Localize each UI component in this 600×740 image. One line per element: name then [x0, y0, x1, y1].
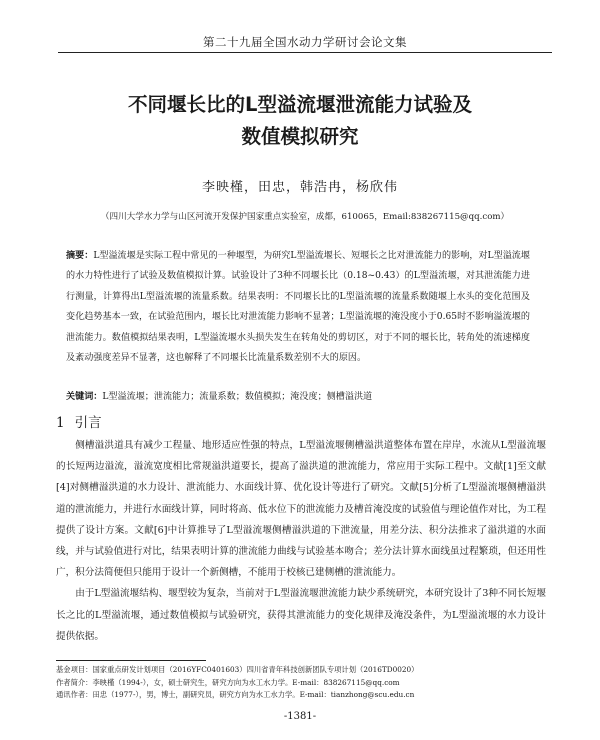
page-number: -1381- — [283, 711, 317, 722]
footnote-contact: 通讯作者：田忠（1977-），男，博士，副研究员，研究方向为水工水力学。E-mail：tianzhong@scu.edu.cn — [56, 690, 415, 699]
running-header: 第二十九届全国水动力学研讨会论文集 — [203, 35, 407, 49]
keywords-label: 关键词： — [66, 391, 103, 402]
affiliation: （四川大学水力学与山区河流开发保护国家重点实验室，成都，610065，Email:838267115@qq.com） — [100, 212, 510, 222]
section-title: 引言 — [74, 415, 102, 431]
header-rule — [58, 52, 552, 53]
paper-title — [40, 89, 560, 153]
footnote-fund: 基金项目：国家重点研发计划项目（2016YFC0401603）四川省青年科技创新团队专项计划（2016TD0020） — [56, 665, 419, 674]
abstract — [66, 246, 530, 368]
title-line-1: 不同堰长比的L型溢流堰泄流能力试验及 — [128, 93, 472, 116]
keywords — [66, 389, 530, 402]
title-line-2: 数值模拟研究 — [241, 125, 359, 148]
paragraph: 由于L型溢流堰结构、堰型较为复杂，当前对于L型溢流堰泄流能力缺少系统研究，本研究设计了3种不同长短堰长之比的L型溢流堰，通过数值模拟与试验研究，获得其泄流能力的变化规律及淹没条件，为L型溢流堰的水力设计提供依据。 — [56, 588, 546, 642]
body-text — [56, 435, 546, 647]
abstract-label: 摘要： — [66, 250, 94, 261]
footnote-author: 作者简介：李映槿（1994-），女，硕士研究生，研究方向为水工水力学。E-mail：838267115@qq.com — [56, 677, 400, 687]
section-heading — [56, 411, 112, 431]
paragraph: 侧槽溢洪道具有减少工程量、地形适应性强的特点，L型溢流堰侧槽溢洪道整体布置在岸岸，水流从L型溢流堰的长短两边溢流，溢流宽度相比常规溢洪道要长，提高了溢洪道的泄流能力，常应用于实际工程中。文献[1]至文献[4]对侧槽溢洪道的水力设计、泄流能力、水面线计算、优化设计等进行了研究。文献[5]分析了L型溢流堰侧槽溢洪道的泄流能力，并进行水面线计算，同时将高、低水位下的泄流能力及槽首淹没度的试验值与理论值作对比，为工程提供了设计方案。文献[6]中计算推导了L型溢流堰侧槽溢洪道的下泄流量，用差分法、积分法推求了溢洪道的水面线，并与试验值进行对比，结果表明计算的泄流能力曲线与试验基本吻合；差分法计算水面线虽过程繁琐，但还用性广，积分法简便但只能用于设计一个新侧槽，不能用于校核已建侧槽的泄流能力。 — [56, 440, 546, 579]
footnotes — [56, 664, 560, 702]
author-list: 李映槿，田忠，韩浩冉，杨欣伟 — [201, 180, 398, 195]
abstract-text: L型溢流堰是实际工程中常见的一种堰型，为研究L型溢流堰长、短堰长之比对泄流能力的影响，对L型溢流堰的水力特性进行了试验及数值模拟计算。试验设计了3种不同堰长比（0.18~0.43）的L型溢流堰，对其泄流能力进行测量，计算得出L型溢流堰的流量系数。结果表明：不同堰长比的L型溢流堰的流量系数随堰上水头的变化范围及变化趋势基本一致，在试验范围内，堰长比对泄流能力影响不显著；L型溢流堰的淹没度小于0.65时不影响溢流堰的泄流能力。数值模拟结果表明，L型溢流堰水头损失发生在转角处的剪切区，对于不同的堰长比，转角处的流速梯度及紊动强度差异不显著，这也解释了不同堰长比流量系数差别不大的原因。 — [66, 251, 530, 364]
section-number: 1 — [56, 415, 65, 431]
keywords-text: L型溢流堰；泄流能力；流量系数；数值模拟；淹没度；侧槽溢洪道 — [102, 392, 373, 402]
footnote-rule — [56, 660, 206, 661]
